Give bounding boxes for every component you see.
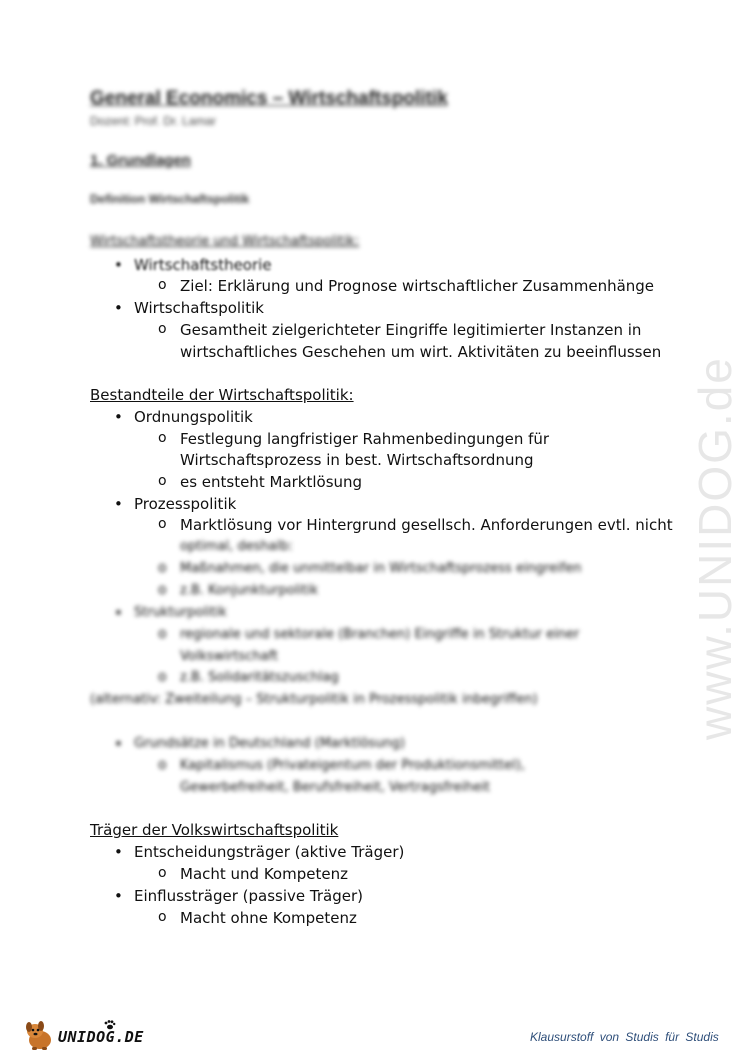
list-item: • Ordnungspolitik <box>134 407 253 427</box>
list-item: • Wirtschaftstheorie <box>134 255 272 275</box>
list-item: o Gesamtheit zielgerichteter Eingriffe legitimierter Instanzen in <box>180 320 641 340</box>
list-item-continuation: Wirtschaftsprozess in best. Wirtschaftsordnung <box>180 451 534 469</box>
list-item: o Macht und Kompetenz <box>180 864 348 884</box>
lecturer-line: Dozent: Prof. Dr. Lamar <box>90 114 217 128</box>
list-item: • Grundsätze in Deutschland (Marktlösung) <box>134 734 405 754</box>
list-item: o regionale und sektorale (Branchen) Eingriffe in Struktur einer <box>180 625 579 645</box>
list-item: o Festlegung langfristiger Rahmenbedingungen für <box>180 429 549 449</box>
carriers-heading: Träger der Volkswirtschaftspolitik <box>90 821 339 839</box>
list-item: o Marktlösung vor Hintergrund gesellsch. Anforderungen evtl. nicht <box>180 515 673 535</box>
definition-heading: Definition Wirtschaftspolitik <box>90 192 250 206</box>
list-item: o es entsteht Marktlösung <box>180 472 362 492</box>
note-line: (alternativ: Zweiteilung – Strukturpolitik in Prozesspolitik inbegriffen) <box>90 692 538 707</box>
logo-text: UNIDOG.DE <box>58 1028 144 1046</box>
list-item: o Kapitalismus (Privateigentum der Produktionsmittel), <box>180 756 525 776</box>
list-item: o Macht ohne Kompetenz <box>180 908 357 928</box>
list-item: • Strukturpolitik <box>134 603 227 623</box>
list-item: o Maßnahmen, die unmittelbar in Wirtschaftsprozess eingreifen <box>180 559 582 579</box>
list-item: o z.B. Konjunkturpolitik <box>180 581 318 601</box>
components-heading: Bestandteile der Wirtschaftspolitik: <box>90 386 354 404</box>
list-item-continuation: optimal, deshalb: <box>180 539 293 554</box>
list-item-continuation: wirtschaftliches Geschehen um wirt. Aktivitäten zu beeinflussen <box>180 343 662 361</box>
list-item-continuation: Volkswirtschaft <box>180 649 279 664</box>
list-item: • Entscheidungsträger (aktive Träger) <box>134 842 404 862</box>
list-item-continuation: Gewerbefreiheit, Berufsfreiheit, Vertragsfreiheit <box>180 780 490 795</box>
unidog-logo[interactable] <box>22 1018 162 1050</box>
list-item: • Prozesspolitik <box>134 494 236 514</box>
list-item: • Wirtschaftspolitik <box>134 298 264 318</box>
footer-slogan: Klausurstoff von Studis für Studis <box>530 1030 719 1044</box>
theory-heading: Wirtschaftstheorie und Wirtschaftspolitik: <box>90 234 360 249</box>
list-item: • Einflussträger (passive Träger) <box>134 886 363 906</box>
section-heading: 1. Grundlagen <box>90 152 191 169</box>
list-item: o Ziel: Erklärung und Prognose wirtschaftlicher Zusammenhänge <box>180 276 654 296</box>
dog-mascot-icon <box>22 1018 56 1052</box>
site-watermark: www.UNIDOG.de <box>689 356 741 740</box>
list-item: o z.B. Solidaritätszuschlag <box>180 668 339 688</box>
document-title: General Economics – Wirtschaftspolitik <box>90 88 448 109</box>
